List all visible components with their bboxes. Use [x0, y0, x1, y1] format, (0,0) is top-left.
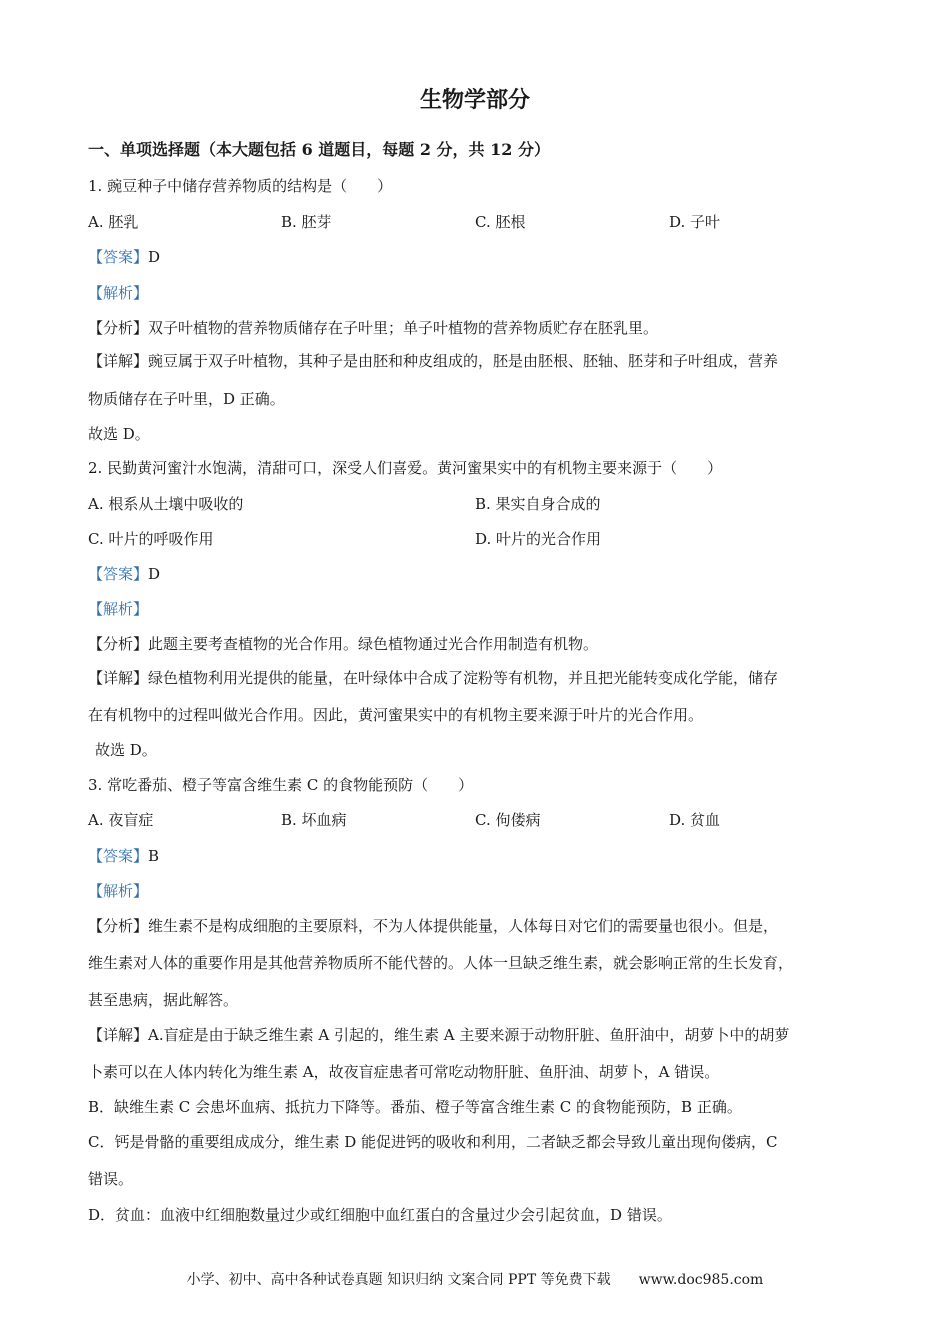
question-3-answer [88, 846, 159, 866]
question-2-stem: 2. 民勤黄河蜜汁水饱满，清甜可口，深受人们喜爱。黄河蜜果实中的有机物主要来源于（ ） [88, 459, 723, 477]
question-2-jiexi-tag: 【解析】 [88, 600, 149, 618]
page-footer [0, 1270, 950, 1290]
question-3-detail-c-line-1: C．钙是骨骼的重要组成成分，维生素 D 能促进钙的吸收和利用，二者缺乏都会导致儿童出现佝偻病，C [88, 1133, 778, 1151]
question-3-analysis-line-2: 维生素对人体的重要作用是其他营养物质所不能代替的。人体一旦缺乏维生素，就会影响正常的生长发育， [88, 954, 794, 972]
question-3-option-b: B. 坏血病 [281, 811, 347, 829]
analysis-text: 维生素不是构成细胞的主要原料，不为人体提供能量，人体每日对它们的需要量也很小。但是， [148, 917, 779, 935]
question-3-jiexi-tag: 【解析】 [88, 882, 149, 900]
question-3-analysis-line-3: 甚至患病，据此解答。 [88, 991, 239, 1009]
question-1-stem: 1. 豌豆种子中储存营养物质的结构是（ ） [88, 177, 393, 195]
question-2-conclusion: 故选 D。 [95, 741, 157, 759]
detail-tag: 【详解】 [88, 352, 149, 370]
page-title: 生物学部分 [419, 87, 530, 113]
question-1-option-a: A. 胚乳 [88, 213, 139, 231]
answer-value: D [148, 248, 161, 266]
question-1-option-d: D. 子叶 [669, 213, 721, 231]
question-2-analysis [88, 634, 598, 654]
question-1-detail-line-1 [88, 351, 778, 371]
question-3-detail-a-line-2: 卜素可以在人体内转化为维生素 A，故夜盲症患者可常吃动物肝脏、鱼肝油、胡萝卜，A 错误。 [88, 1063, 720, 1081]
question-2-detail-line-1 [88, 668, 778, 688]
answer-tag: 【答案】 [88, 248, 149, 266]
question-2-option-c: C. 叶片的呼吸作用 [88, 530, 214, 548]
question-1-detail-line-2: 物质储存在子叶里，D 正确。 [88, 390, 285, 408]
question-3-detail-b: B．缺维生素 C 会患坏血病、抵抗力下降等。番茄、橙子等富含维生素 C 的食物能预防，B 正确。 [88, 1098, 742, 1116]
question-3-detail-c-line-2: 错误。 [88, 1170, 134, 1188]
question-3-option-a: A. 夜盲症 [88, 811, 154, 829]
answer-tag: 【答案】 [88, 565, 149, 583]
section-heading: 一、单项选择题（本大题包括 6 道题目，每题 2 分，共 12 分） [88, 140, 550, 159]
detail-tag: 【详解】 [88, 1026, 149, 1044]
detail-tag: 【详解】 [88, 669, 149, 687]
answer-tag: 【答案】 [88, 847, 149, 865]
detail-text: A.盲症是由于缺乏维生素 A 引起的，维生素 A 主要来源于动物肝脏、鱼肝油中，胡萝卜中的胡萝 [148, 1026, 790, 1044]
question-1-answer [88, 247, 160, 267]
question-3-analysis-line-1 [88, 916, 778, 936]
analysis-tag: 【分析】 [88, 635, 149, 653]
analysis-tag: 【分析】 [88, 917, 149, 935]
analysis-text: 双子叶植物的营养物质储存在子叶里；单子叶植物的营养物质贮存在胚乳里。 [148, 319, 659, 337]
answer-value: B [148, 847, 160, 865]
question-1-option-c: C. 胚根 [475, 213, 526, 231]
question-3-detail-d: D．贫血：血液中红细胞数量过少或红细胞中血红蛋白的含量过少会引起贫血，D 错误。 [88, 1206, 672, 1224]
question-2-detail-line-2: 在有机物中的过程叫做光合作用。因此，黄河蜜果实中的有机物主要来源于叶片的光合作用。 [88, 706, 704, 724]
analysis-text: 此题主要考查植物的光合作用。绿色植物通过光合作用制造有机物。 [148, 635, 599, 653]
question-2-option-d: D. 叶片的光合作用 [475, 530, 602, 548]
question-1-jiexi-tag: 【解析】 [88, 284, 149, 302]
answer-value: D [148, 565, 161, 583]
question-1-option-b: B. 胚芽 [281, 213, 332, 231]
question-3-option-d: D. 贫血 [669, 811, 721, 829]
question-1-conclusion: 故选 D。 [88, 425, 150, 443]
footer-text: 小学、初中、高中各种试卷真题 知识归纳 文案合同 PPT 等免费下载 [186, 1272, 611, 1288]
question-2-answer [88, 564, 160, 584]
analysis-tag: 【分析】 [88, 319, 149, 337]
question-3-option-c: C. 佝偻病 [475, 811, 541, 829]
question-2-option-a: A. 根系从土壤中吸收的 [88, 495, 244, 513]
detail-text: 豌豆属于双子叶植物，其种子是由胚和种皮组成的，胚是由胚根、胚轴、胚芽和子叶组成，营养 [148, 352, 779, 370]
question-3-stem: 3. 常吃番茄、橙子等富含维生素 C 的食物能预防（ ） [88, 776, 474, 794]
question-2-option-b: B. 果实自身合成的 [475, 495, 601, 513]
question-1-analysis [88, 318, 658, 338]
detail-text: 绿色植物利用光提供的能量，在叶绿体中合成了淀粉等有机物，并且把光能转变成化学能，储存 [148, 669, 779, 687]
question-3-detail-a-line-1 [88, 1025, 789, 1045]
footer-link[interactable]: www.doc985.com [638, 1272, 764, 1288]
